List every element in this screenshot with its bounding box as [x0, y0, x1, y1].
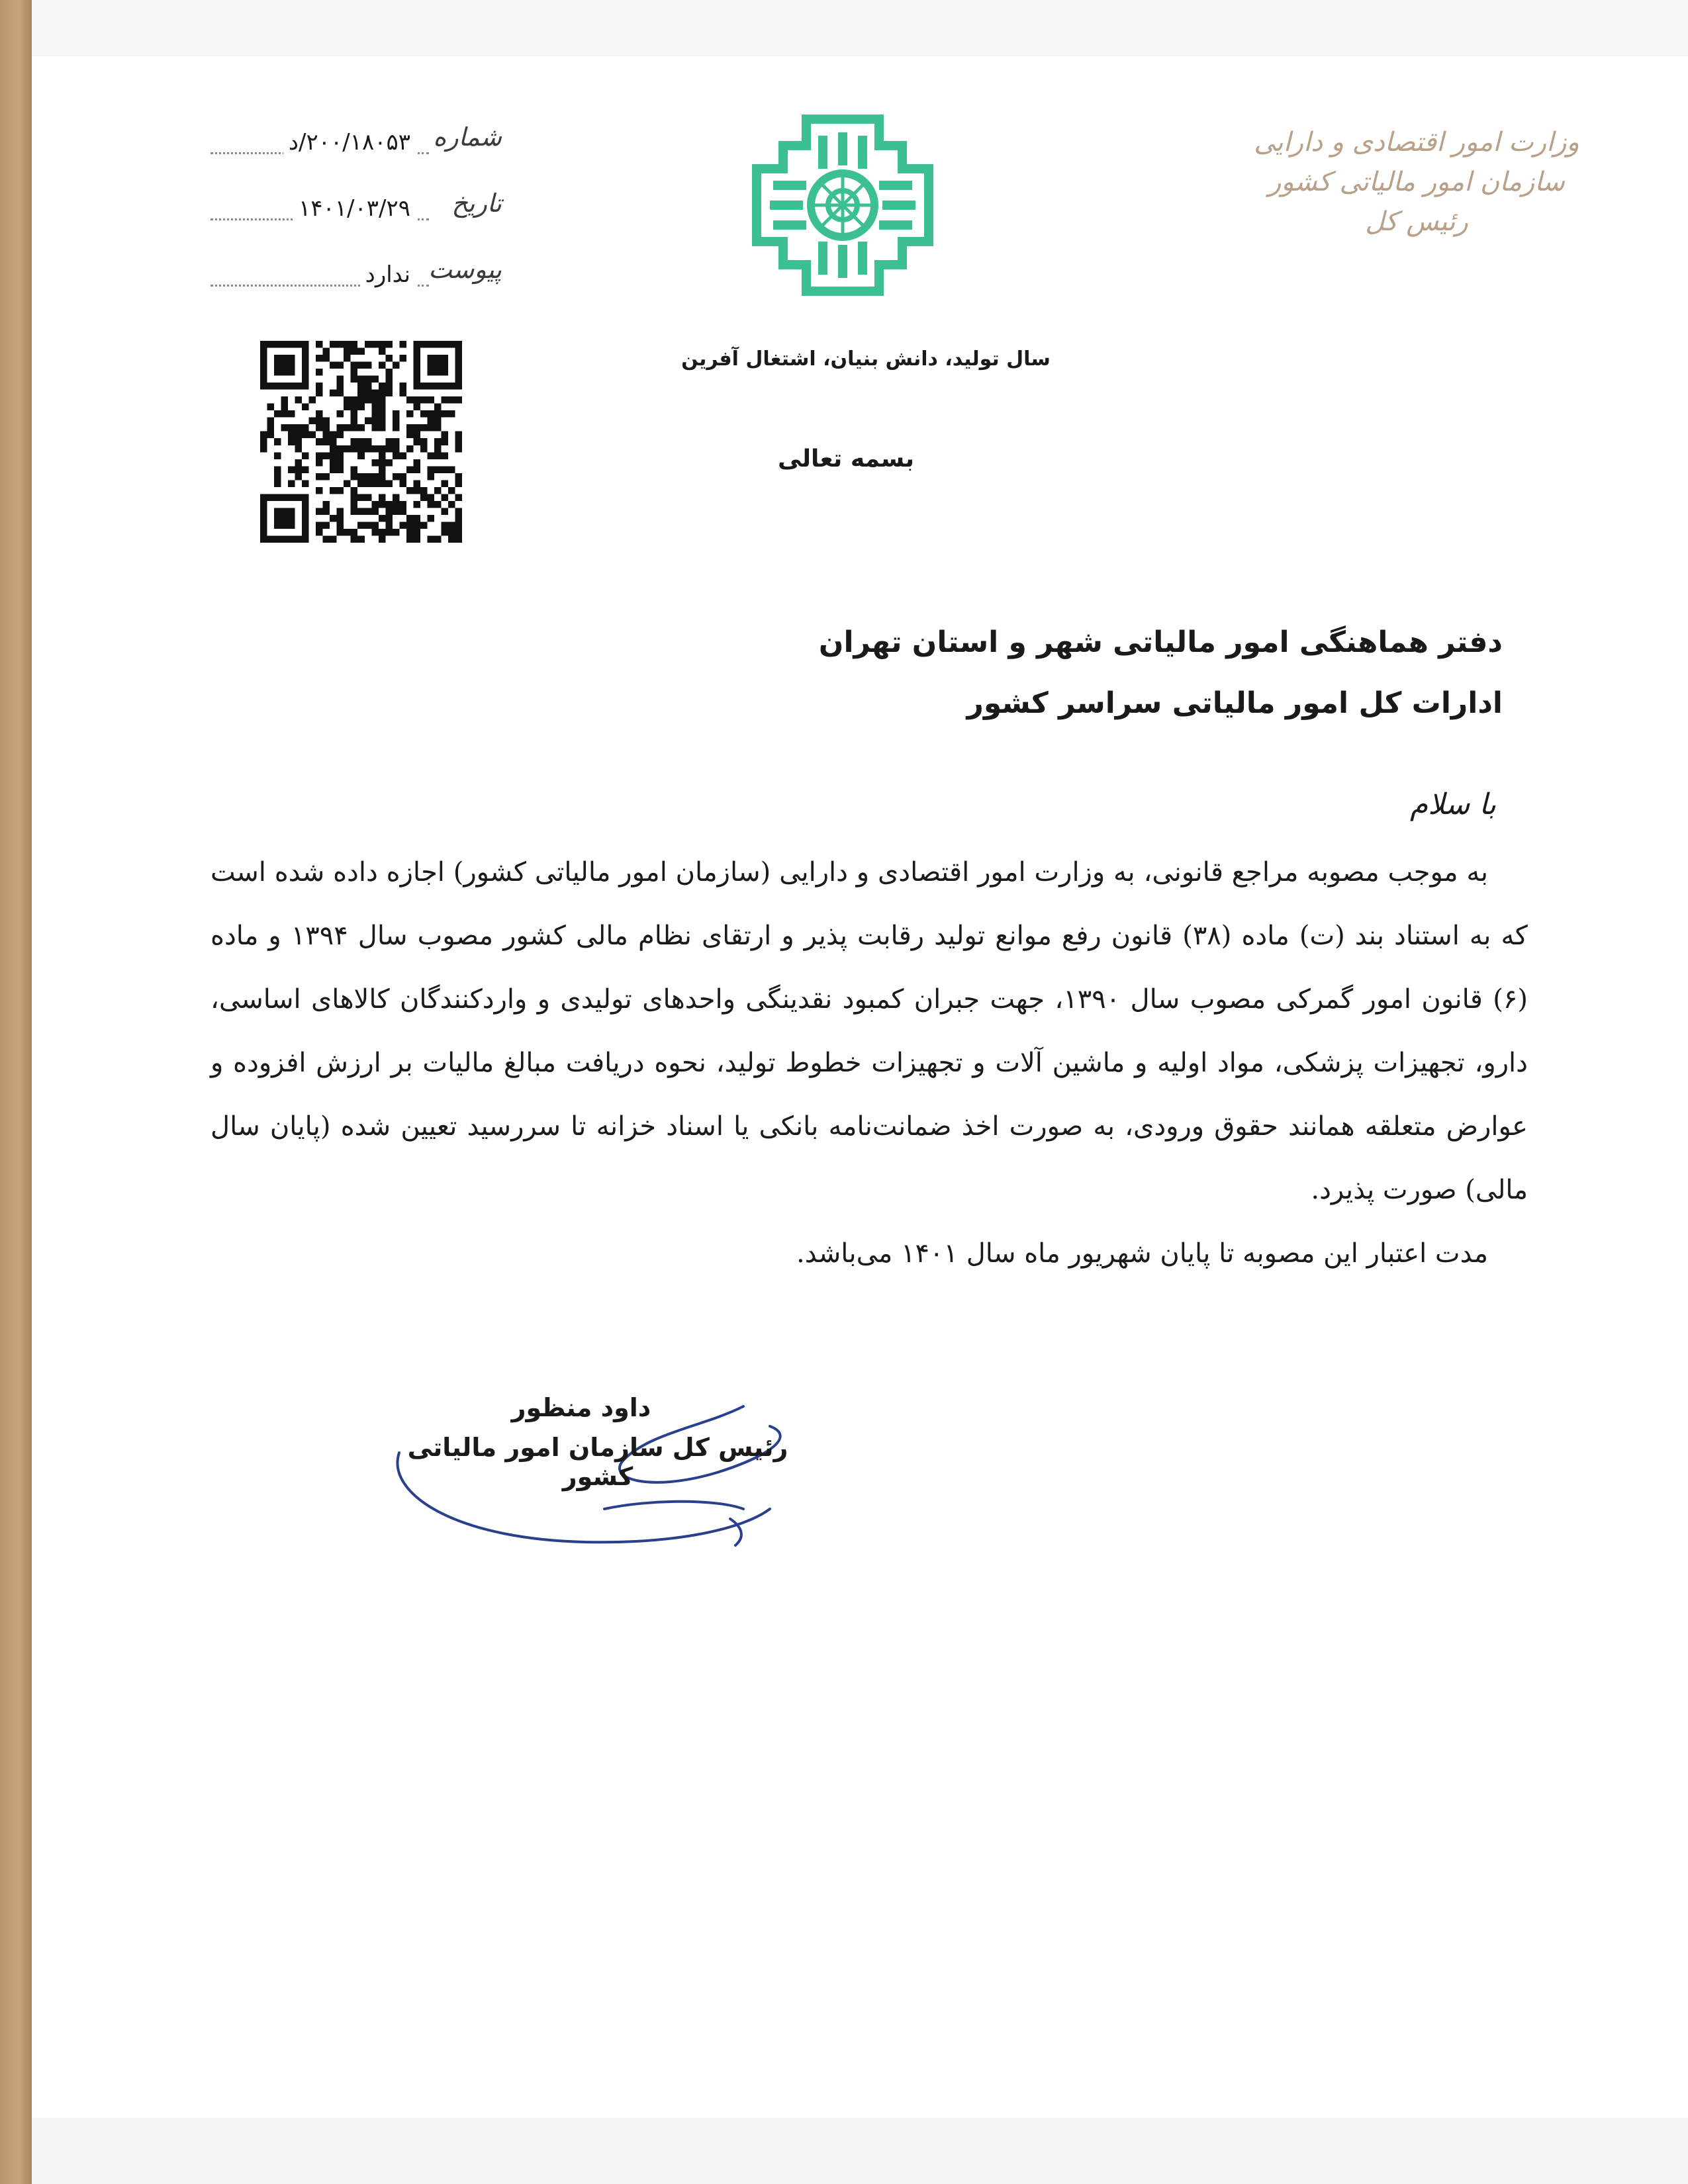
recipients-block [576, 612, 1503, 734]
letter-date-value: ۱۴۰۱/۰۳/۲۹ [293, 195, 416, 222]
attachment-field [211, 255, 502, 295]
qr-code-icon [260, 341, 462, 543]
letter-page [32, 56, 1688, 2118]
recipient-line: ادارات کل امور مالیاتی سراسر کشور [966, 686, 1503, 720]
ministry-line: وزارت امور اقتصادی و دارایی [1254, 127, 1579, 158]
letter-number-label: شماره [433, 122, 502, 152]
head-title-line: رئیس کل [1365, 206, 1468, 237]
letter-body [211, 841, 1528, 1285]
letter-date-label: تاریخ [451, 189, 502, 218]
body-paragraph: مدت اعتبار این مصوبه تا پایان شهریور ماه سال ۱۴۰۱ می‌باشد. [796, 1238, 1488, 1269]
scan-bottom-margin [32, 2118, 1688, 2184]
signatory-title: رئیس کل سازمان امور مالیاتی کشور [407, 1433, 788, 1491]
letter-date-field [211, 189, 502, 228]
signature-block [373, 1387, 876, 1585]
invocation: بسمه تعالی [778, 445, 914, 473]
letter-number-field [211, 122, 502, 162]
attachment-value: ندارد [360, 261, 416, 288]
letter-number-value: ۲۰۰/۱۸۰۵۳/د [283, 129, 416, 156]
year-slogan: سال تولید، دانش بنیان، اشتغال آفرین [681, 347, 1051, 371]
scan-binding-edge [0, 0, 32, 2184]
tax-organization-emblem-icon [743, 106, 942, 304]
organization-line: سازمان امور مالیاتی کشور [1268, 167, 1565, 197]
recipient-line: دفتر هماهنگی امور مالیاتی شهر و استان تهران [818, 625, 1503, 659]
scan-top-margin [32, 0, 1688, 56]
body-paragraph: به موجب مصوبه مراجع قانونی، به وزارت امور اقتصادی و دارایی (سازمان امور مالیاتی کشور) اجازه داده شده است که به استناد بند (ت) ماده (۳۸) قانون رفع موانع تولید رقابت پذیر و ارتقای نظام مالی کشور مصوب سال ۱۳۹۴ و ماده (۶) قانون امور گمرکی مصوب سال ۱۳۹۰، جهت جبران کمبود نقدینگی واحدهای تولیدی و واردکنندگان کالاهای اساسی، دارو، تجهیزات پزشکی، مواد اولیه و ماشین آلات و تجهیزات خطوط تولید، نحوه دریافت مبالغ مالیات بر ارزش افزوده و عوارض متعلقه همانند حقوق ورودی، به صورت اخذ ضمانت‌نامه بانکی یا اسناد خزانه تا سررسید تعیین شده (پایان سال مالی) صورت پذیرد. [211, 857, 1528, 1205]
greeting: با سلام [1409, 788, 1496, 821]
ministry-letterhead [1244, 122, 1589, 242]
attachment-label: پیوست [428, 255, 502, 284]
signatory-name: داود منظور [511, 1393, 651, 1422]
